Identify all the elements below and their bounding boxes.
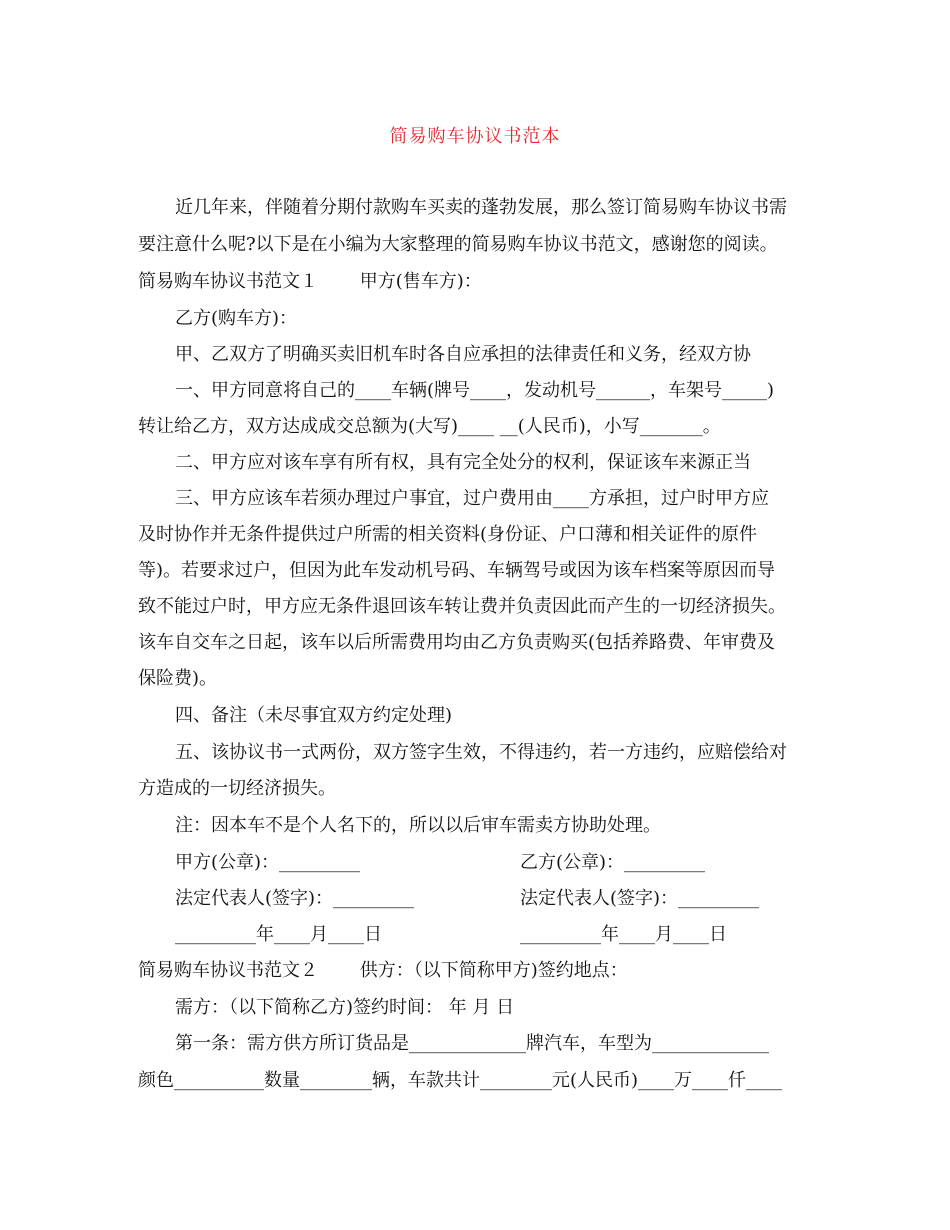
paragraph-line: 要注意什么呢?以下是在小编为大家整理的简易购车协议书范文，感谢您的阅读。 — [138, 234, 778, 255]
article-1-line: 第一条：需方供方所订货品是_____________牌汽车，车型为_____________ — [175, 1033, 769, 1054]
party-b-representative: 法定代表人(签字)：_________ — [520, 888, 760, 909]
paragraph-line: 需方：（以下简称乙方)签约时间： 年 月 日 — [175, 997, 515, 1018]
clause-3-line: 致不能过户时，甲方应无条件退回该车转让费并负责因此而产生的一切经济损失。 — [138, 596, 786, 617]
party-a-date: _________年____月____日 — [175, 924, 382, 945]
party-b-seal: 乙方(公章)：_________ — [520, 852, 706, 873]
section-heading-1: 简易购车协议书范文１ 甲方(售车方)： — [138, 271, 482, 292]
document-title: 简易购车协议书范本 — [389, 126, 561, 147]
clause-3-line: 该车自交车之日起，该车以后所需费用均由乙方负责购买(包括养路费、年审费及 — [138, 632, 776, 653]
clause-3-line: 等)。若要求过户，但因为此车发动机号码、车辆驾号或因为该车档案等原因而导 — [138, 560, 776, 581]
clause-1-line: 一、甲方同意将自己的____车辆(牌号____，发动机号______，车架号_____) — [175, 380, 775, 401]
clause-5-line: 五、该协议书一式两份，双方签字生效，不得违约，若一方违约，应赔偿给对 — [175, 742, 787, 763]
clause-1-line: 转让给乙方，双方达成成交总额为(大写)____ __(人民币)，小写_______。 — [138, 416, 721, 437]
paragraph-line: 近几年来，伴随着分期付款购车买卖的蓬勃发展，那么签订简易购车协议书需 — [175, 197, 787, 218]
party-b-date: _________年____月____日 — [520, 924, 727, 945]
clause-2-line: 二、甲方应对该车享有所有权，具有完全处分的权利，保证该车来源正当 — [175, 452, 751, 473]
clause-3-line: 保险费)。 — [138, 668, 218, 689]
paragraph-line: 乙方(购车方)： — [175, 308, 298, 329]
article-1-line: 颜色__________数量________辆，车款共计________元(人民币)____万____仟____ — [138, 1070, 783, 1091]
section-heading-2: 简易购车协议书范文２ 供方：（以下简称甲方)签约地点： — [138, 960, 628, 981]
party-a-representative: 法定代表人(签字)：_________ — [175, 888, 415, 909]
clause-3-line: 及时协作并无条件提供过户所需的相关资料(身份证、户口薄和相关证件的原件 — [138, 524, 758, 545]
clause-4-line: 四、备注（未尽事宜双方约定处理) — [175, 705, 453, 726]
paragraph-line: 甲、乙双方了明确买卖旧机车时各自应承担的法律责任和义务，经双方协 — [175, 344, 751, 365]
clause-3-line: 三、甲方应该车若须办理过户事宜，过户费用由____方承担，过户时甲方应 — [175, 488, 769, 509]
clause-5-line: 方造成的一切经济损失。 — [138, 778, 336, 799]
party-a-seal: 甲方(公章)：_________ — [175, 852, 361, 873]
note-line: 注：因本车不是个人名下的，所以以后审车需卖方协助处理。 — [175, 815, 661, 836]
